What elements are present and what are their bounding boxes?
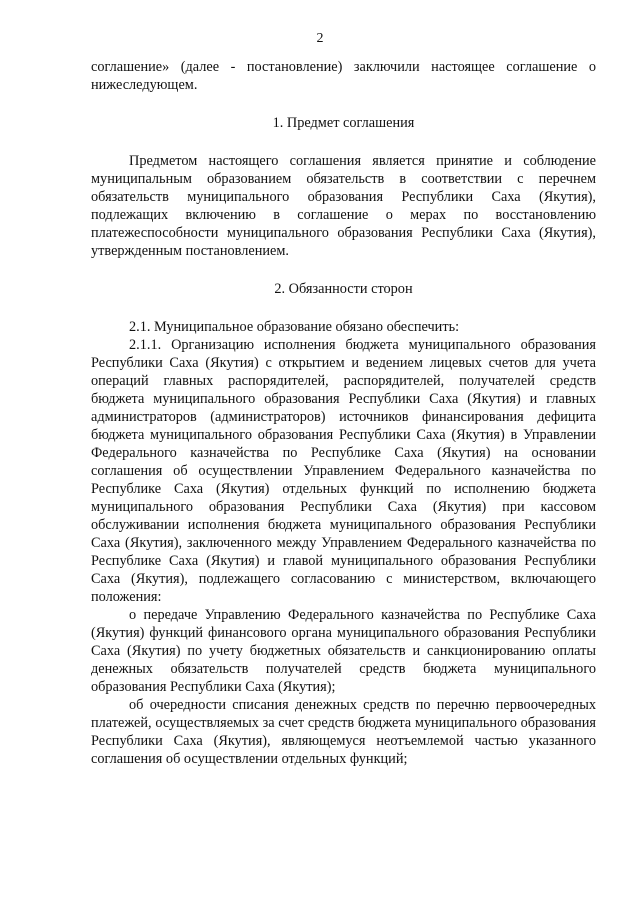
item-transfer-functions: о передаче Управлению Федерального казначейства по Республике Саха (Якутия) функций финансового органа муниципального образования Республики Саха (Якутия) по учету бюджетных обязательств и санкционированию оплаты денежных обязательств получателей средств бюджета муниципального образования Республики Саха (Якутия); bbox=[91, 607, 596, 695]
document-body bbox=[91, 58, 596, 768]
intro-paragraph: соглашение» (далее - постановление) заключили настоящее соглашение о нижеследующем. bbox=[91, 59, 596, 93]
section-2-title: 2. Обязанности сторон bbox=[274, 281, 413, 297]
section-1-title: 1. Предмет соглашения bbox=[272, 115, 415, 131]
page-number: 2 bbox=[316, 31, 324, 46]
section-1-text: Предметом настоящего соглашения является принятие и соблюдение муниципальным образованием обязательств в соответствии с перечнем обязательств муниципального образования Республики Саха (Якутия), подлежащих включению в соглашение о мерах по восстановлению платежеспособности муниципального образования Республики Саха (Якутия), утвержденным постановлением. bbox=[91, 153, 596, 259]
clause-2-1: 2.1. Муниципальное образование обязано обеспечить: bbox=[129, 319, 460, 335]
clause-2-1-1: 2.1.1. Организацию исполнения бюджета муниципального образования Республики Саха (Якутия) с открытием и ведением лицевых счетов для учета операций главных распорядителей, распорядителей, получателей средств бюджета муниципального образования Республики Саха (Якутия) и главных администраторов (администраторов) источников финансирования дефицита бюджета муниципального образования Республики Саха (Якутия) в Управлении Федерального казначейства по Республике Саха (Якутия) на основании соглашения об осуществлении Управлением Федерального казначейства по Республике Саха (Якутия) отдельных функций по исполнению бюджета муниципального образования Республики Саха (Якутия) при кассовом обслуживании исполнения бюджета муниципального образования Республики Саха (Якутия), заключенного между Управлением Федерального казначейства по Республике Саха (Якутия) и главой муниципального образования Республики Саха (Якутия), подлежащего согласованию с министерством, включающего положения: bbox=[91, 337, 596, 605]
item-payment-priority: об очередности списания денежных средств по перечню первоочередных платежей, осуществляемых за счет средств бюджета муниципального образования Республики Саха (Якутия), являющемуся неотъемлемой частью указанного соглашения об осуществлении отдельных функций; bbox=[91, 697, 596, 767]
